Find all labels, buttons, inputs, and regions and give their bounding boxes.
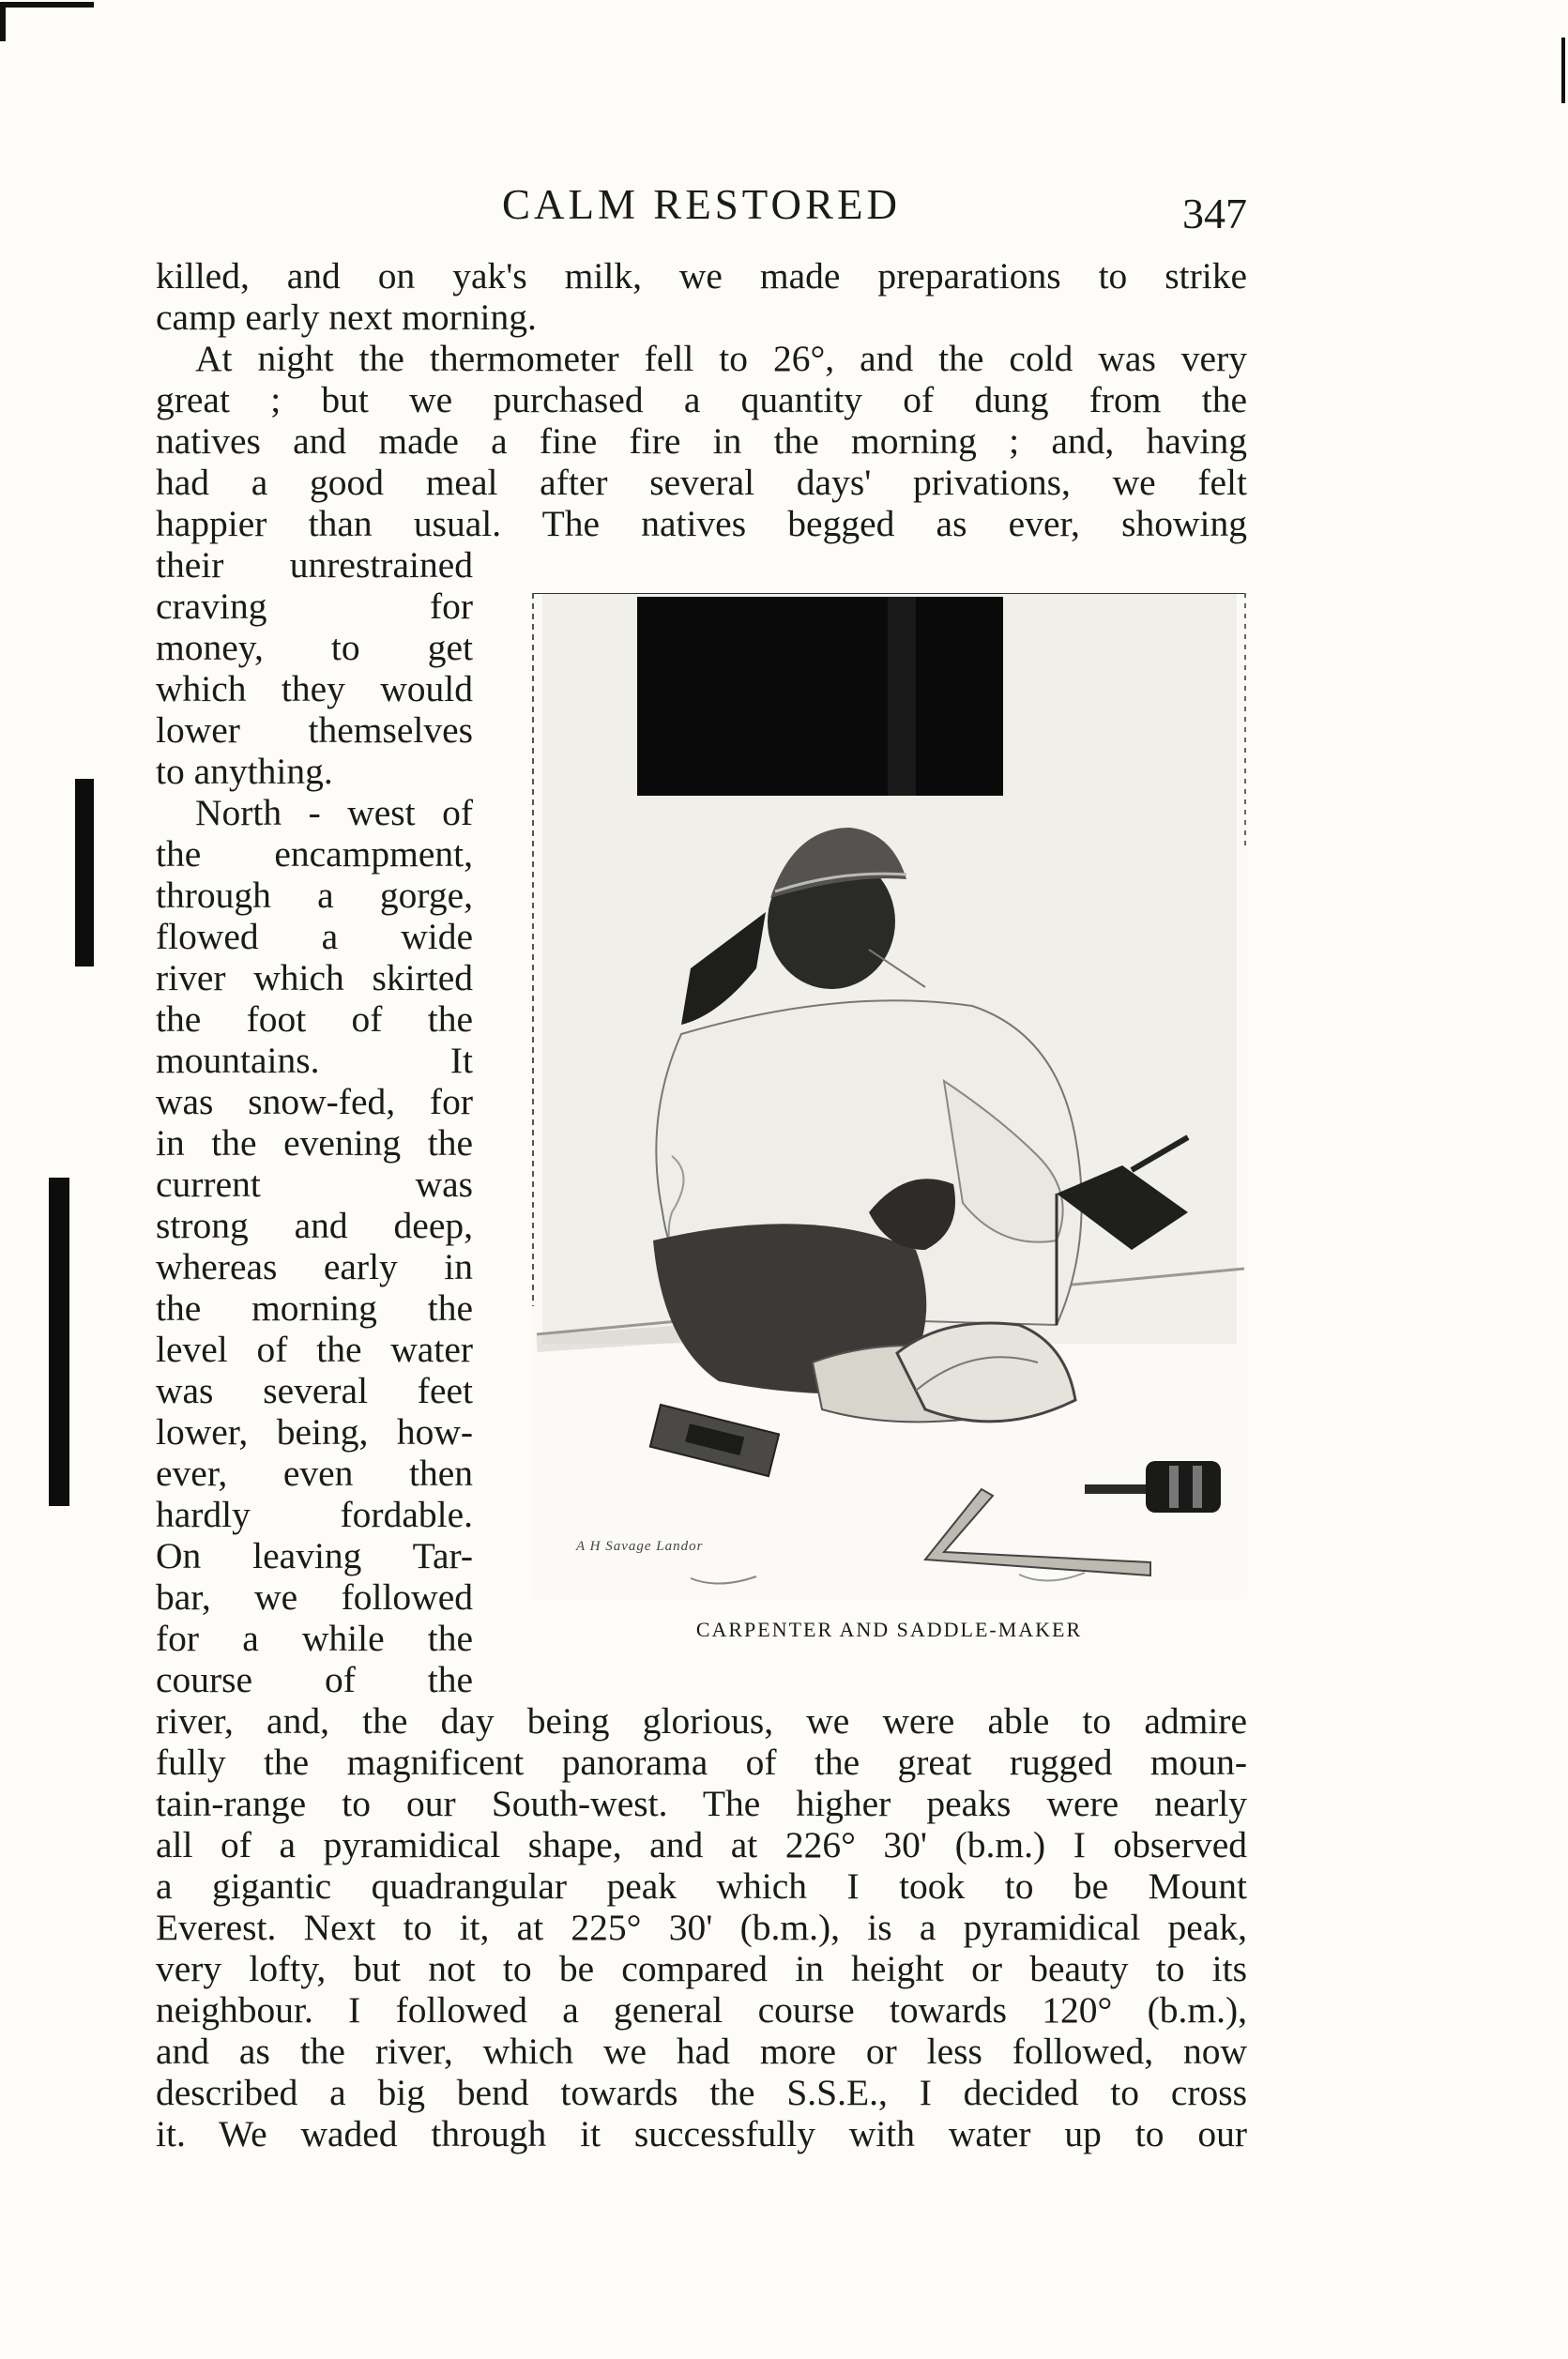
text-line: very lofty, but not to be compared in height or beauty to its [156, 1948, 1247, 1989]
text-line: their unrestrained [156, 544, 473, 586]
text-line: money, to get [156, 627, 473, 668]
text-line: fully the magnificent panorama of the great rugged moun- [156, 1742, 1247, 1783]
text-line: it. We waded through it successfully with water up to our [156, 2113, 1247, 2154]
text-line: mountains. It [156, 1040, 473, 1081]
illustration-drawing [531, 593, 1247, 1599]
text-line: in the evening the [156, 1122, 473, 1164]
corner-crop-mark [0, 2, 94, 41]
page-number: 347 [1182, 190, 1247, 237]
running-head: CALM RESTORED [502, 181, 901, 228]
carpenter-illustration [531, 593, 1247, 1599]
text-line: On leaving Tar- [156, 1535, 473, 1576]
text-line: for a while the [156, 1618, 473, 1659]
text-line: level of the water [156, 1329, 473, 1370]
text-line: described a big bend towards the S.S.E., I decided to cross [156, 2072, 1247, 2113]
scan-edge-mark [1561, 38, 1565, 103]
text-line: killed, and on yak's milk, we made preparations to strike [156, 255, 1247, 297]
text-line: happier than usual. The natives begged as ever, showing [156, 503, 1247, 544]
text-line: great ; but we purchased a quantity of dung from the [156, 379, 1247, 420]
text-line: At night the thermometer fell to 26°, and the cold was very [195, 338, 1247, 379]
text-line: neighbour. I followed a general course towards 120° (b.m.), [156, 1989, 1247, 2031]
text-line: current was [156, 1164, 473, 1205]
text-line: the encampment, [156, 833, 473, 875]
artist-signature: A H Savage Landor [576, 1539, 704, 1554]
text-line: North - west of [195, 792, 473, 833]
text-line: camp early next morning. [156, 297, 537, 338]
text-line: flowed a wide [156, 916, 473, 957]
gutter-scan-mark [75, 779, 94, 966]
text-line: all of a pyramidical shape, and at 226° 30' (b.m.) I observed [156, 1824, 1247, 1865]
text-line: hardly fordable. [156, 1494, 473, 1535]
text-line: lower, being, how- [156, 1411, 473, 1453]
text-line: was several feet [156, 1370, 473, 1411]
figure-caption: CARPENTER AND SADDLE-MAKER [695, 1618, 1083, 1641]
text-line: the morning the [156, 1287, 473, 1329]
gutter-scan-mark [49, 1178, 69, 1506]
text-line: bar, we followed [156, 1576, 473, 1618]
text-line: to anything. [156, 751, 333, 792]
text-line: was snow-fed, for [156, 1081, 473, 1122]
text-line: lower themselves [156, 709, 473, 751]
text-line: the foot of the [156, 998, 473, 1040]
text-line: Everest. Next to it, at 225° 30' (b.m.), is a pyramidical peak, [156, 1907, 1247, 1948]
text-line: river which skirted [156, 957, 473, 998]
text-line: whereas early in [156, 1246, 473, 1287]
text-line: course of the [156, 1659, 473, 1700]
text-line: natives and made a fine fire in the morning ; and, having [156, 420, 1247, 462]
text-line: strong and deep, [156, 1205, 473, 1246]
text-line: a gigantic quadrangular peak which I took to be Mount [156, 1865, 1247, 1907]
text-line: river, and, the day being glorious, we were able to admire [156, 1700, 1247, 1742]
text-line: tain-range to our South-west. The higher peaks were nearly [156, 1783, 1247, 1824]
page-header [156, 178, 1247, 237]
text-line: which they would [156, 668, 473, 709]
text-line: through a gorge, [156, 875, 473, 916]
text-line: and as the river, which we had more or less followed, now [156, 2031, 1247, 2072]
text-line: ever, even then [156, 1453, 473, 1494]
text-line: craving for [156, 586, 473, 627]
text-line: had a good meal after several days' privations, we felt [156, 462, 1247, 503]
